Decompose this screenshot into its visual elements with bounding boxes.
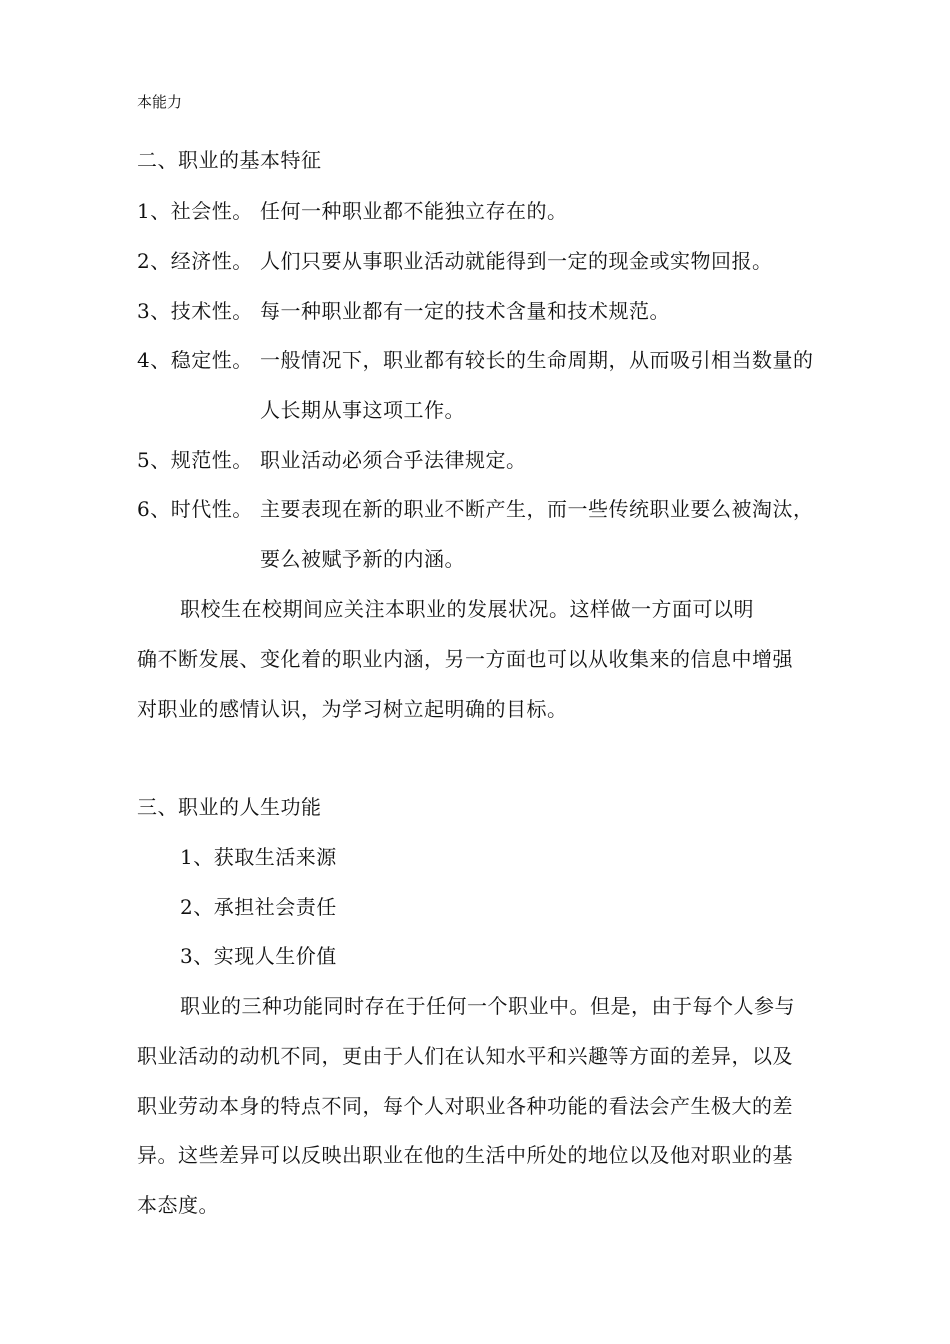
feature-item-6 (137, 495, 814, 523)
feature-item-2 (137, 247, 773, 275)
feature-item-label: 1、社会性。 (137, 199, 253, 223)
feature-item-4-continuation: 人长期从事这项工作。 (260, 398, 465, 422)
feature-item-label: 3、技术性。 (137, 299, 253, 323)
section2-heading: 二、职业的基本特征 (137, 148, 322, 172)
function-item-1: 1、获取生活来源 (180, 845, 337, 869)
section3-paragraph-line-3: 职业劳动本身的特点不同，每个人对职业各种功能的看法会产生极大的差 (137, 1094, 793, 1118)
feature-item-label: 6、时代性。 (137, 497, 253, 521)
function-item-3: 3、实现人生价值 (180, 944, 337, 968)
feature-item-text: 人们只要从事职业活动就能得到一定的现金或实物回报。 (260, 249, 773, 273)
section3-paragraph-line-2: 职业活动的动机不同，更由于人们在认知水平和兴趣等方面的差异，以及 (137, 1044, 793, 1068)
section3-paragraph-line-5: 本态度。 (137, 1193, 219, 1217)
section3-paragraph-line-4: 异。这些差异可以反映出职业在他的生活中所处的地位以及他对职业的基 (137, 1143, 793, 1167)
feature-item-5 (137, 446, 527, 474)
feature-item-text: 任何一种职业都不能独立存在的。 (260, 199, 568, 223)
section2-paragraph-line-3: 对职业的感情认识，为学习树立起明确的目标。 (137, 697, 568, 721)
feature-item-3 (137, 297, 670, 325)
feature-item-text: 每一种职业都有一定的技术含量和技术规范。 (260, 299, 670, 323)
function-item-2: 2、承担社会责任 (180, 895, 337, 919)
section2-paragraph-line-2: 确不断发展、变化着的职业内涵，另一方面也可以从收集来的信息中增强 (137, 647, 793, 671)
feature-item-text: 主要表现在新的职业不断产生，而一些传统职业要么被淘汰， (260, 497, 814, 521)
feature-item-text: 职业活动必须合乎法律规定。 (260, 448, 527, 472)
feature-item-label: 4、稳定性。 (137, 348, 253, 372)
feature-item-4 (137, 346, 814, 374)
feature-item-label: 2、经济性。 (137, 249, 253, 273)
section2-paragraph-line-1: 职校生在校期间应关注本职业的发展状况。这样做一方面可以明 (180, 597, 754, 621)
top-fragment: 本能力 (137, 93, 183, 111)
feature-item-label: 5、规范性。 (137, 448, 253, 472)
section3-paragraph-line-1: 职业的三种功能同时存在于任何一个职业中。但是，由于每个人参与 (180, 994, 795, 1018)
feature-item-6-continuation: 要么被赋予新的内涵。 (260, 547, 465, 571)
feature-item-1 (137, 197, 568, 225)
feature-item-text: 一般情况下，职业都有较长的生命周期，从而吸引相当数量的 (260, 348, 814, 372)
section3-heading: 三、职业的人生功能 (137, 795, 322, 819)
